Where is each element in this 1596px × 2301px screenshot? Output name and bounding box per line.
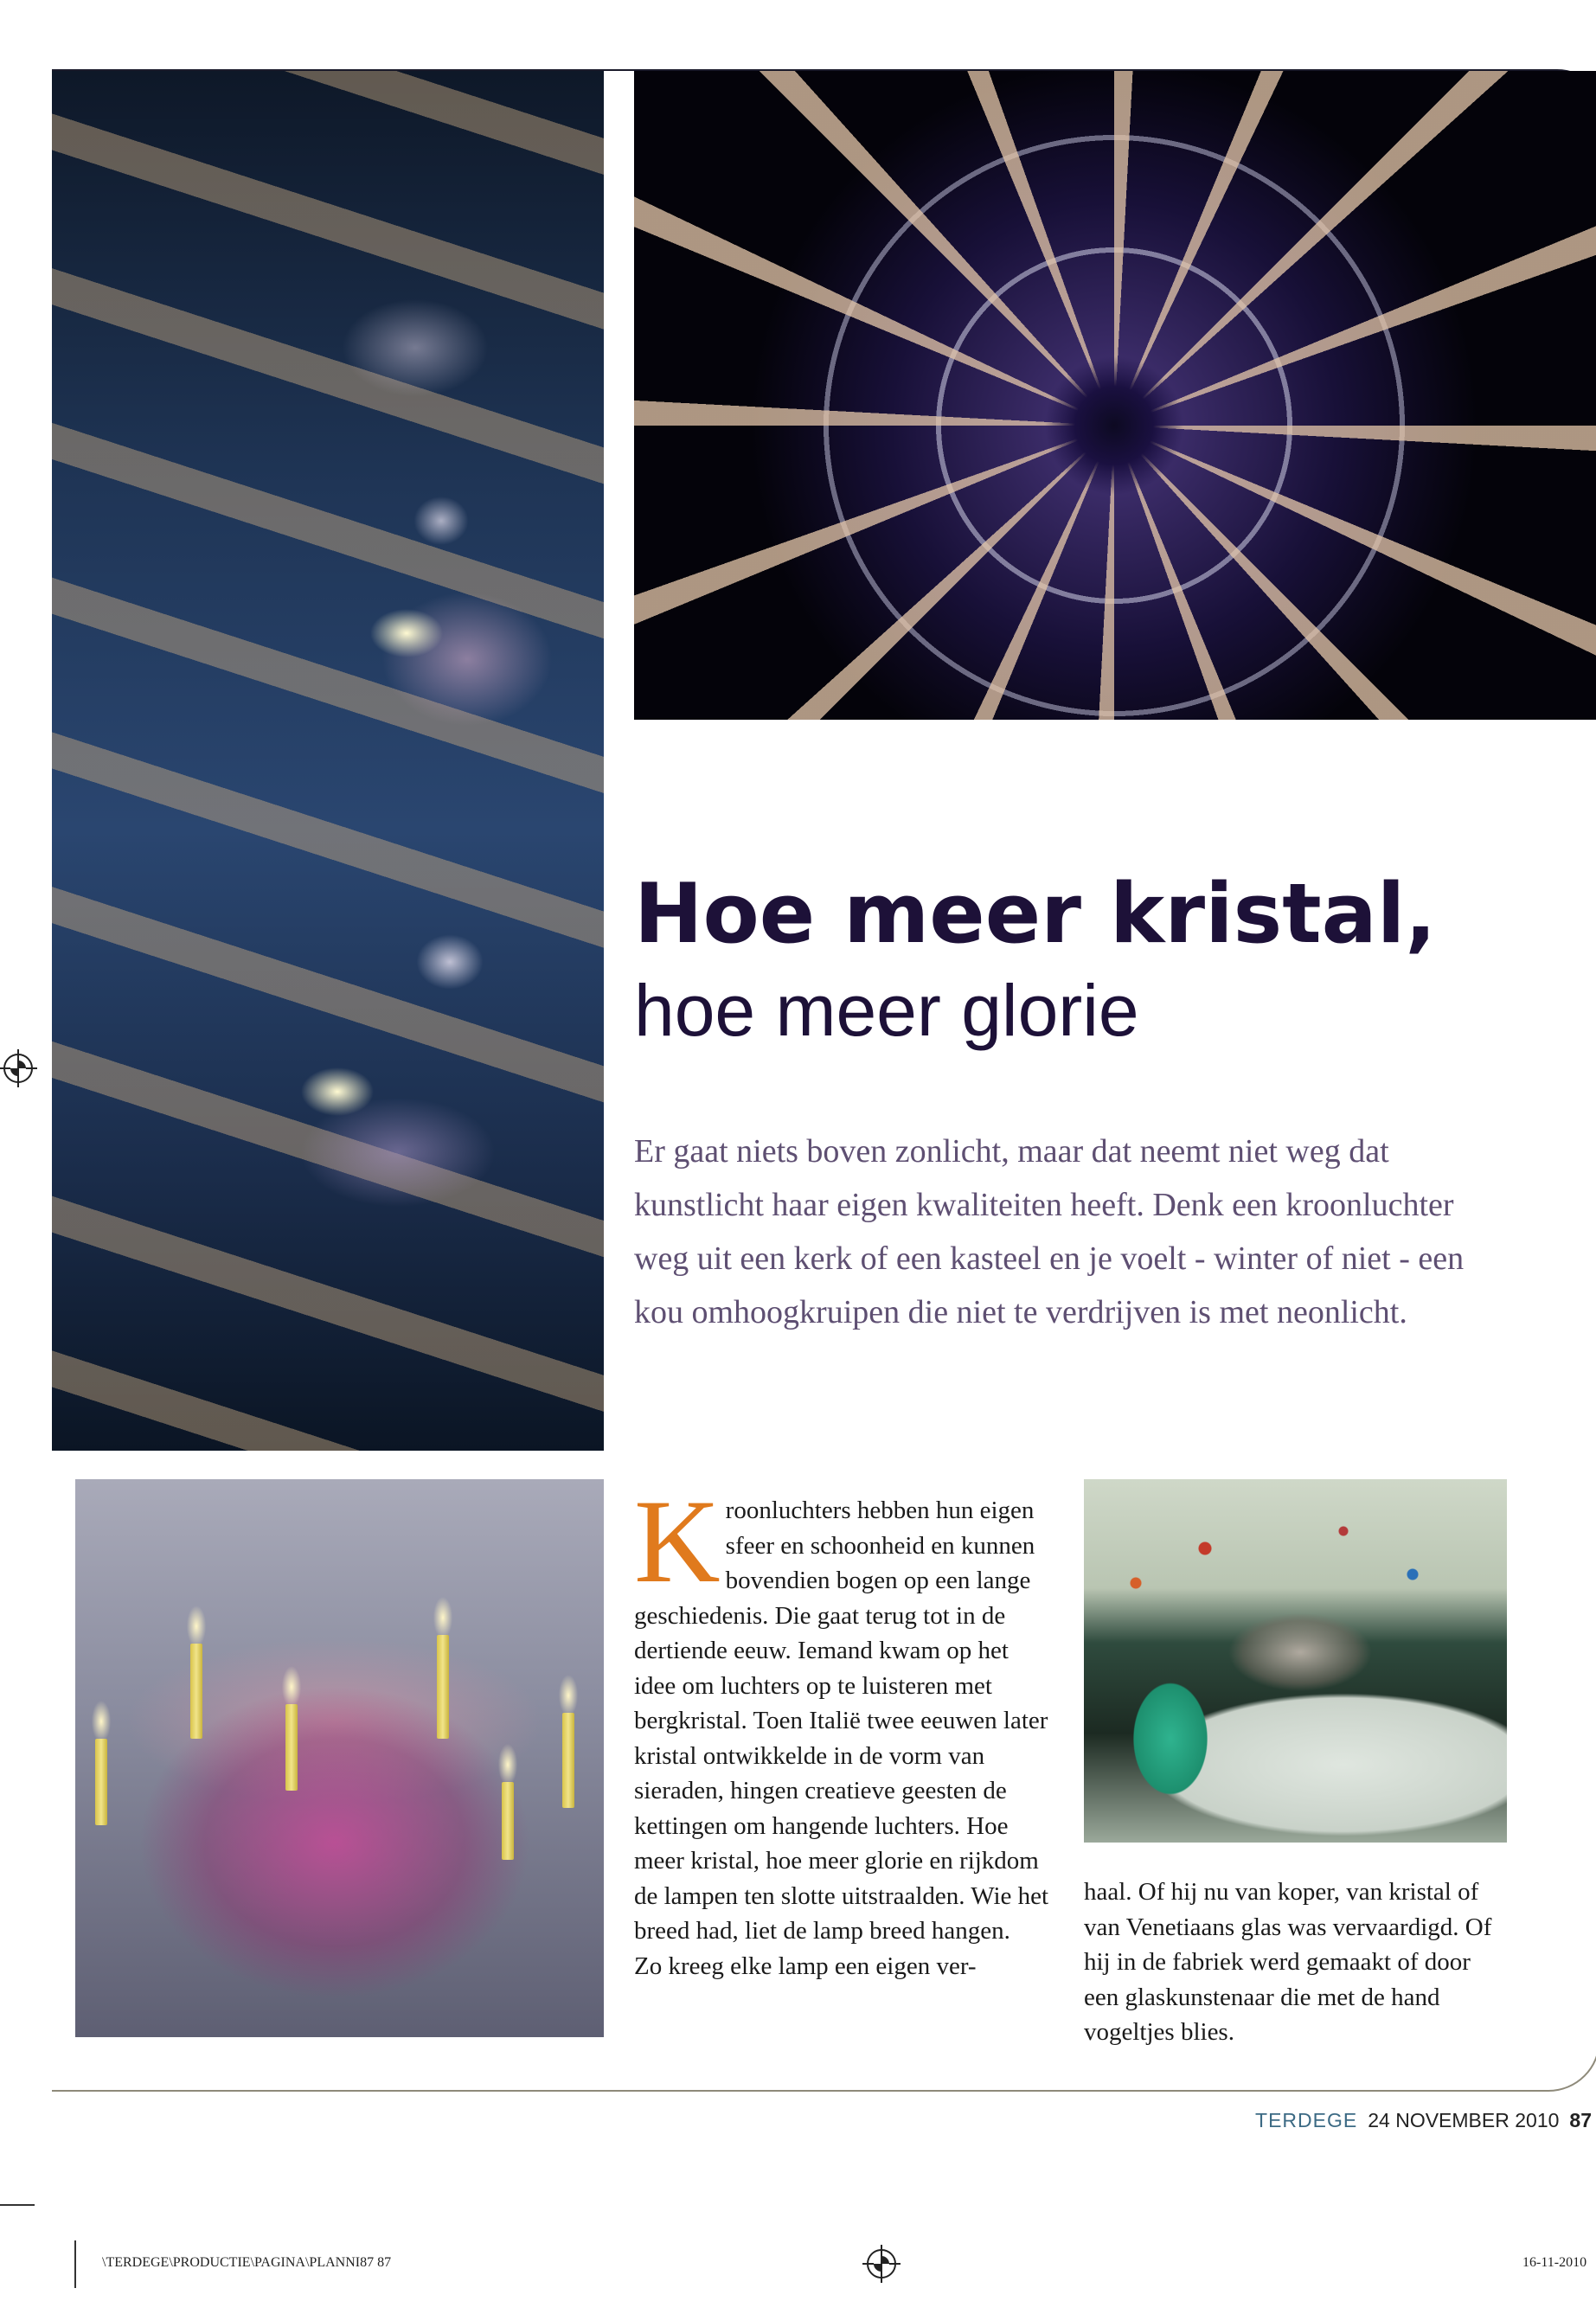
print-slug-date: 16-11-2010	[1522, 2255, 1587, 2270]
photo-chandelier-from-below	[634, 71, 1596, 720]
article-column-2: haal. Of hij nu van koper, van kristal of van Venetiaans glas was vervaardigd. Of hij in de fabriek werd gemaakt of door een glaskunstenaar die met de hand vogeltjes blies.	[1084, 1878, 1492, 2046]
candle-shape	[285, 1704, 298, 1791]
registration-mark-icon	[867, 2249, 896, 2279]
crop-mark	[0, 2204, 35, 2206]
drop-cap: K	[634, 1475, 721, 1607]
article-title: Hoe meer kristal,	[634, 867, 1437, 962]
issue-date: 24 NOVEMBER 2010	[1368, 2109, 1560, 2131]
candle-shape	[437, 1635, 449, 1739]
crop-mark	[74, 2240, 76, 2288]
candle-shape	[95, 1739, 107, 1825]
photo-chandelier-crystal-arms	[52, 71, 604, 1451]
candle-shape	[562, 1713, 574, 1808]
article-subtitle: hoe meer glorie	[634, 970, 1139, 1051]
footer-frame-rule	[52, 2007, 1596, 2092]
photo-colored-chandelier-candles	[75, 1479, 604, 2037]
print-slug-path: \TERDEGE\PRODUCTIE\PAGINA\PLANNI87 87	[102, 2255, 392, 2270]
article-intro: Er gaat niets boven zonlicht, maar dat neemt niet weg dat kunstlicht haar eigen kwaliteiten heeft. Denk een kroonluchter weg uit een kerk of een kasteel en je voelt - winter of niet - een kou omhoogkruipen die niet te verdrijven is met neonlicht.	[634, 1133, 1465, 1330]
page-folio	[1125, 2109, 1592, 2132]
magazine-name: TERDEGE	[1255, 2109, 1358, 2131]
candle-shape	[502, 1782, 514, 1860]
page-number: 87	[1569, 2109, 1592, 2131]
registration-mark-icon	[3, 1054, 33, 1083]
article-column-1	[634, 1475, 1049, 1984]
candle-shape	[190, 1644, 202, 1739]
column-1-text: roonluchters hebben hun eigen sfeer en schoonheid en kunnen bovendien bogen op een lange geschiedenis. Die gaat terug tot in de dertiende eeuw. Iemand kwam op het idee om luchters op te luisteren met bergkristal. Toen Italië twee eeuwen later kristal ontwikkelde in de vorm van sieraden, hingen creatieve geesten de kettingen om hangende luchters. Hoe meer kristal, hoe meer glorie en rijkdom de lampen ten slotte uitstraalden. Wie het breed had, liet de lamp breed hangen.	[634, 1497, 1049, 1945]
column-1-last-line: Zo kreeg elke lamp een eigen ver-	[634, 1952, 977, 1980]
photo-glass-bird-sculpture	[1084, 1479, 1507, 1843]
